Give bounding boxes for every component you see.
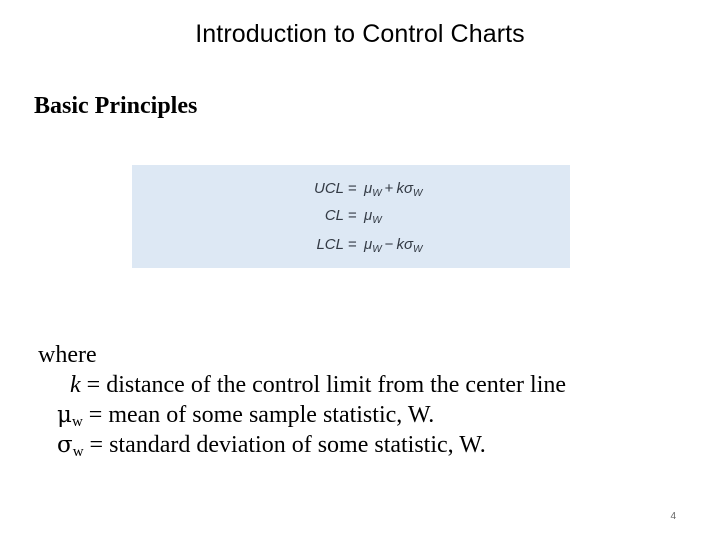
- formula-ucl-lhs: UCL: [313, 180, 344, 197]
- mu-subscript: W: [372, 244, 382, 255]
- k-symbol: k: [396, 180, 404, 197]
- sigma-subscript: W: [412, 244, 423, 255]
- sigma-subscript: W: [412, 188, 423, 199]
- formula-cl-equals: =: [348, 207, 357, 224]
- formula-lcl-lhs: LCL: [316, 236, 344, 253]
- sigma-symbol: σ: [403, 236, 413, 253]
- k-symbol: k: [70, 372, 81, 398]
- formula-box: [132, 165, 570, 268]
- k-symbol: k: [396, 236, 404, 253]
- mu-symbol: μ: [57, 402, 72, 428]
- sigma-symbol: σ: [57, 432, 73, 458]
- definition-sigma: [57, 430, 486, 467]
- mu-subscript: w: [71, 414, 83, 430]
- formula-ucl: [284, 179, 484, 199]
- formula-lcl: [284, 235, 484, 255]
- formula-cl-lhs: CL: [324, 207, 344, 224]
- mu-subscript: W: [372, 188, 382, 199]
- formula-ucl-rhs: [364, 179, 422, 204]
- formula-cl-rhs: [364, 206, 382, 231]
- slide-title: Introduction to Control Charts: [195, 20, 525, 48]
- formula-lcl-equals: =: [348, 236, 357, 253]
- definition-k-text: = distance of the control limit from the center line: [80, 372, 567, 398]
- definition-mu-text: = mean of some sample statistic, W.: [82, 402, 435, 428]
- plus-operator: +: [384, 180, 394, 197]
- page-number: 4: [670, 511, 676, 522]
- definition-sigma-text: = standard deviation of some statistic, W.: [83, 432, 486, 458]
- mu-symbol: μ: [364, 236, 373, 253]
- mu-symbol: μ: [364, 207, 373, 224]
- mu-subscript: W: [372, 215, 382, 226]
- formula-ucl-equals: =: [348, 180, 357, 197]
- formula-lcl-rhs: [364, 235, 422, 260]
- slide-subtitle: Basic Principles: [34, 93, 198, 119]
- mu-symbol: μ: [364, 180, 373, 197]
- where-label: where: [38, 342, 97, 368]
- formula-cl: [284, 206, 484, 226]
- definition-k: [70, 370, 566, 400]
- sigma-symbol: σ: [403, 180, 413, 197]
- sigma-subscript: w: [72, 444, 84, 460]
- minus-operator: −: [384, 236, 394, 253]
